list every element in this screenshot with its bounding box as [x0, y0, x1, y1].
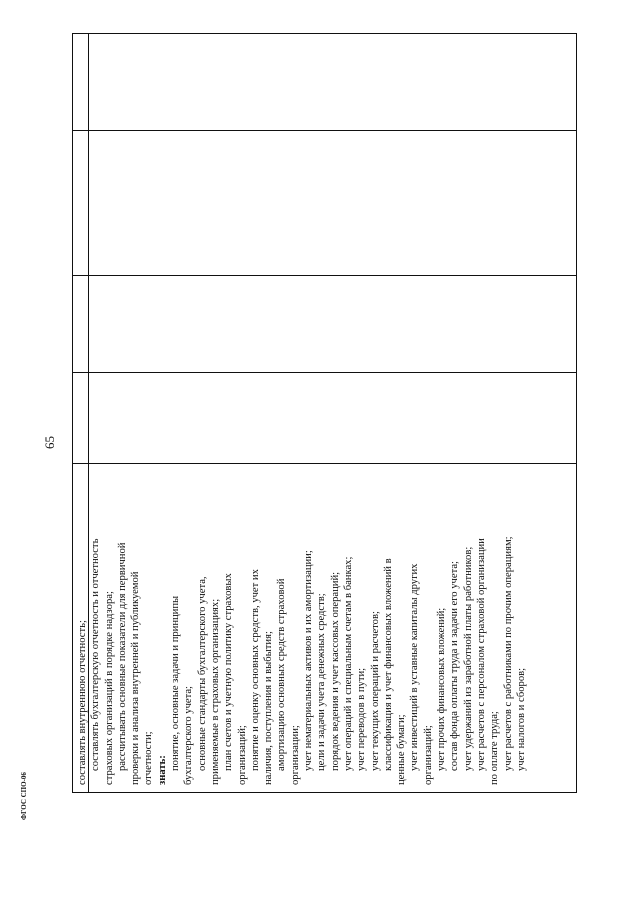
text-line: страховых организаций в порядке надзора; — [103, 591, 115, 785]
text-line: организации; — [289, 725, 301, 785]
text-line: учет расчетов с работниками по прочим операциям; — [502, 536, 514, 771]
text-line: классификация и учет финансовых вложений в — [382, 558, 394, 771]
text-line: план счетов и учетную политику страховых — [223, 573, 235, 771]
text-line: наличия, поступления и выбытия; — [263, 631, 275, 785]
text-line: рассчитывать основные показатели для первичной — [116, 542, 128, 771]
text-line: организаций; — [236, 725, 248, 785]
text-line: цели и задачи учета денежных средств; — [316, 593, 328, 771]
text-line: учет прочих финансовых вложений; — [436, 607, 448, 771]
text-line: составлять внутреннюю отчетность; — [77, 620, 88, 785]
text-line: отчетности; — [143, 731, 155, 785]
text-line: бухгалтерского учета; — [183, 685, 195, 785]
text-line: амортизацию основных средств страховой — [276, 578, 288, 771]
text-line: учет переводов в пути; — [356, 667, 368, 771]
text-line: применяемые в страховых организациях; — [209, 598, 221, 785]
competency-text-cell — [72, 463, 577, 793]
text-line: организаций; — [422, 725, 434, 785]
text-line: понятие, основные задачи и принципы — [170, 595, 182, 771]
text-line: основные стандарты бухгалтерского учета, — [196, 576, 208, 771]
footer-label: ФГОС СПО-06 — [20, 772, 28, 820]
text-line: учет операций и специальным счетам в банках; — [342, 556, 354, 771]
text-line: ценные бумаги; — [396, 714, 408, 785]
text-line: учет удержаний из заработной платы работников; — [462, 546, 474, 771]
text-line: учет нематериальных активов и их амортизации; — [303, 550, 315, 771]
page-number: 65 — [42, 436, 57, 449]
text-line: порядок ведения и учет кассовых операций; — [329, 571, 341, 771]
text-line: по оплате труда; — [489, 711, 501, 785]
text-line: проверки и анализа внутренней и публикуемой — [130, 571, 142, 785]
text-line: учет инвестиций в уставные капиталы других — [409, 563, 421, 771]
row-divider-2 — [72, 275, 577, 276]
text-line: учет налогов и сборов; — [515, 667, 527, 771]
text-line: учет расчетов с персоналом страховой организации — [475, 538, 487, 771]
text-line: учет текущих операций и расчетов; — [369, 611, 381, 771]
text-line: составлять бухгалтерскую отчетность и отчетность — [90, 538, 102, 771]
row-divider-3 — [72, 372, 577, 373]
text-line: знать: — [156, 755, 168, 785]
text-line: состав фонда оплаты труда и задачи его учета; — [449, 561, 461, 771]
row-divider-1 — [72, 130, 577, 131]
text-line: понятие и оценку основных средств, учет их — [249, 569, 261, 771]
